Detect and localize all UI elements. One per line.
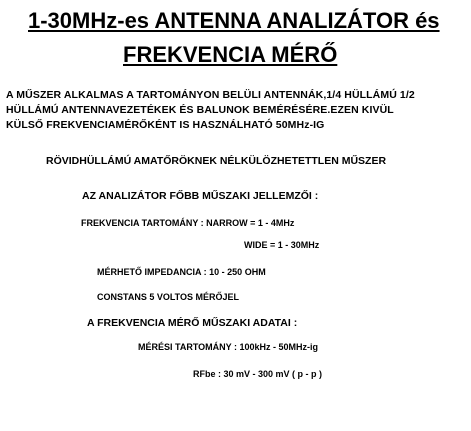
counter-heading: A FREKVENCIA MÉRŐ MŰSZAKI ADATAI : xyxy=(87,317,298,329)
intro-line-2: HÜLLÁMÚ ANTENNAVEZETÉKEK ÉS BALUNOK BEMÉRÉSÉRE.EZEN KIVÜL xyxy=(6,104,394,116)
counter-range: MÉRÉSI TARTOMÁNY : 100kHz - 50MHz-ig xyxy=(138,342,319,352)
analyzer-freq-wide: WIDE = 1 - 30MHz xyxy=(244,240,320,250)
page-title-line-1: 1-30MHz-es ANTENNA ANALIZÁTOR és xyxy=(28,8,440,33)
analyzer-signal: CONSTANS 5 VOLTOS MÉRŐJEL xyxy=(97,292,240,302)
tagline: RÖVIDHÜLLÁMÚ AMATŐRÖKNEK NÉLKÜLÖZHETETTLEN MŰSZER xyxy=(46,155,387,167)
analyzer-heading: AZ ANALIZÁTOR FŐBB MŰSZAKI JELLEMZŐI : xyxy=(82,190,319,202)
analyzer-freq-range: FREKVENCIA TARTOMÁNY : NARROW = 1 - 4MHz xyxy=(81,218,295,228)
intro-line-3: KÜLSŐ FREKVENCIAMÉRŐKÉNT IS HASZNÁLHATÓ 50MHz-IG xyxy=(6,119,325,131)
counter-rfbe: RFbe : 30 mV - 300 mV ( p - p ) xyxy=(193,369,323,379)
page-title-line-2: FREKVENCIA MÉRŐ xyxy=(123,42,338,67)
analyzer-impedance: MÉRHETŐ IMPEDANCIA : 10 - 250 OHM xyxy=(97,267,266,277)
intro-line-1: A MŰSZER ALKALMAS A TARTOMÁNYON BELÜLI ANTENNÁK,1/4 HÜLLÁMÚ 1/2 xyxy=(6,89,415,101)
